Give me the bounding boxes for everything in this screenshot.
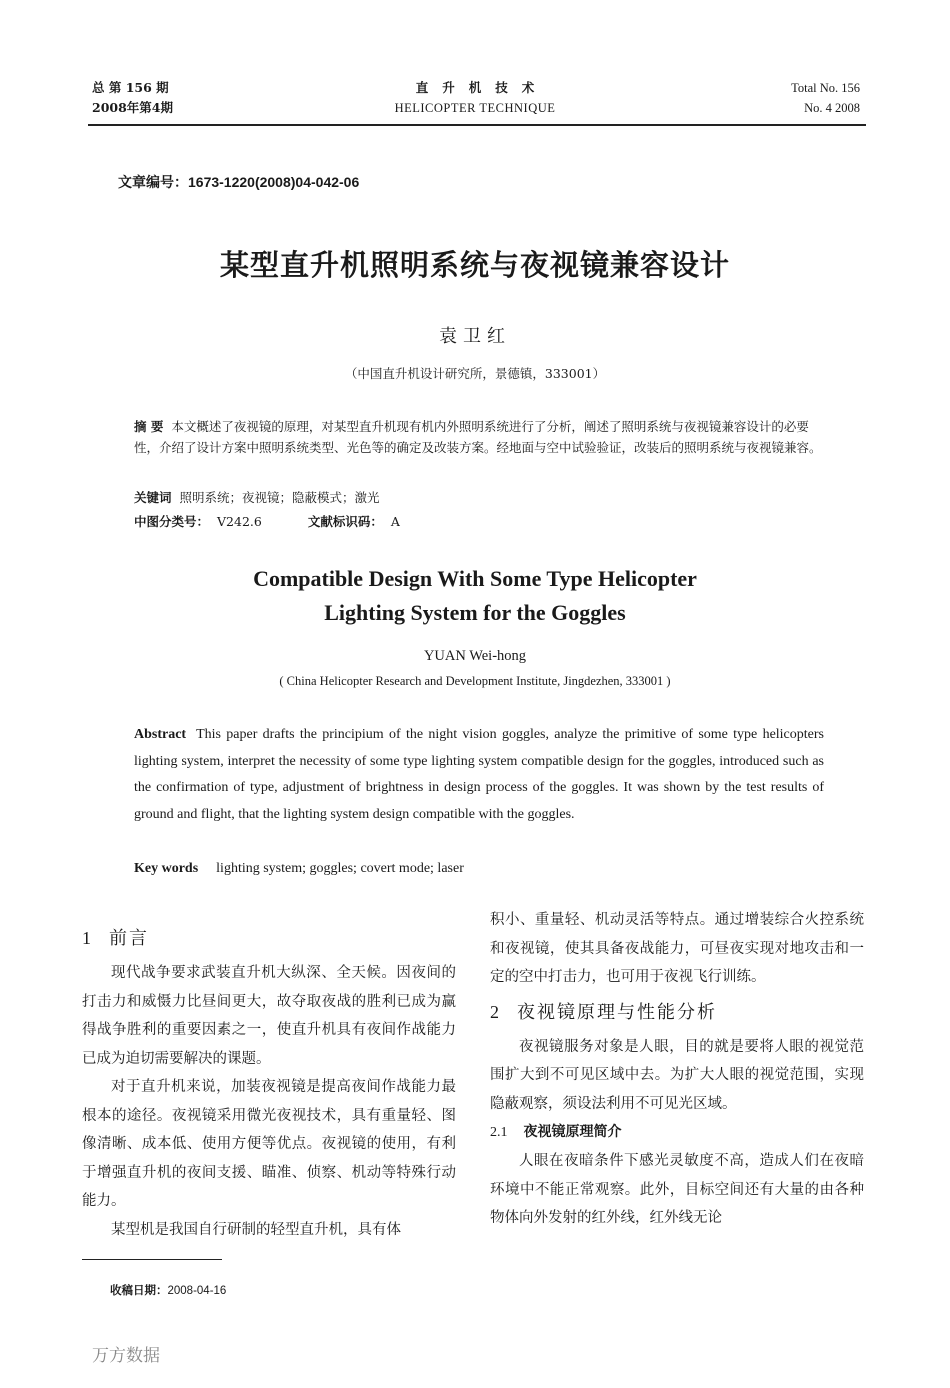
title-en (0, 562, 950, 630)
received-date (110, 1282, 226, 1298)
keywords-en-text: lighting system; goggles; covert mode; laser (216, 861, 464, 876)
doc-code-value: A (390, 514, 400, 529)
header-journal-name-en: HELICOPTER TECHNIQUE (394, 101, 556, 115)
clc-label: 中图分类号： (134, 514, 210, 529)
author-cn: 袁卫红 (439, 326, 511, 347)
wanfang-watermark: 万方数据 (92, 1346, 160, 1366)
article-number-value: 1673-1220(2008)04-042-06 (188, 174, 360, 190)
abstract-en-text: This paper drafts the principium of the night vision goggles, analyze the primitive of some type helicopters lighting system, interpret the necessity of some type lighting system compatible design for the goggles, introduced such as the confirmation of type, adjustment of brightness in design process of the goggles. It was shown by the test results of ground and flight, that the lighting system design compatible with the goggles. (134, 727, 824, 822)
footnote-divider (82, 1259, 222, 1260)
keywords-cn (134, 488, 380, 508)
keywords-en (134, 856, 464, 882)
abstract-en (134, 722, 824, 828)
section-1-paragraph-3-continued: 积小、重量轻、机动灵活等特点。通过增装综合火控系统和夜视镜，使其具备夜战能力，可昼夜实现对地攻击和一定的空中打击力，也可用于夜视飞行训练。 (490, 912, 864, 985)
section-1-number: 1 (82, 928, 91, 948)
abstract-cn (134, 416, 824, 458)
article-number-label: 文章编号： (118, 174, 188, 190)
title-cn: 某型直升机照明系统与夜视镜兼容设计 (219, 248, 730, 282)
subsection-2-1-heading (490, 1118, 864, 1147)
title-en-line2: Lighting System for the Goggles (324, 600, 626, 625)
section-1-paragraph-2: 对于直升机来说，加装夜视镜是提高夜间作战能力最根本的途径。夜视镜采用微光夜视技术，具有重量轻、图像清晰、成本低、使用方便等优点。夜视镜的使用，有利于增强直升机的夜间支援、瞄准、侦察、机动等特殊行动能力。 (82, 1079, 456, 1209)
classification-row (134, 512, 400, 532)
subsection-2-1-paragraph: 人眼在夜暗条件下感光灵敏度不高，造成人们在夜暗环境中不能正常观察。此外，目标空间还有大量的由各种物体向外发射的红外线，红外线无论 (490, 1153, 864, 1226)
section-1-paragraph-3: 某型机是我国自行研制的轻型直升机，具有体 (111, 1221, 401, 1238)
section-1-title: 前言 (109, 928, 149, 949)
author-en: YUAN Wei-hong (423, 648, 527, 664)
keywords-cn-label: 关键词 (134, 490, 172, 505)
header-issue-en (791, 78, 860, 118)
clc-value: V242.6 (217, 514, 262, 529)
header-year-issue-cn: 2008年第4期 (92, 100, 173, 115)
title-en-line1: Compatible Design With Some Type Helicopter (253, 566, 697, 591)
section-1-heading (82, 918, 456, 959)
keywords-en-label: Key words (134, 861, 199, 876)
body-column-right (490, 906, 864, 1233)
received-date-label: 收稿日期： (110, 1285, 168, 1297)
header-total-issue-en: Total No. 156 (791, 81, 860, 95)
affiliation-en: ( China Helicopter Research and Development Institute, Jingdezhen, 333001 ) (279, 674, 671, 688)
section-2-title: 夜视镜原理与性能分析 (517, 1001, 717, 1023)
received-date-value: 2008-04-16 (167, 1285, 227, 1297)
header-year-issue-en: No. 4 2008 (804, 101, 860, 115)
abstract-cn-text: 本文概述了夜视镜的原理，对某型直升机现有机内外照明系统进行了分析，阐述了照明系统与夜视镜兼容设计的必要性，介绍了设计方案中照明系统类型、光色等的确定及改装方案。经地面与空中试验验证，改装后的照明系统与夜视镜兼容。 (134, 419, 822, 455)
section-2-number: 2 (490, 1001, 499, 1022)
affiliation-cn: （中国直升机设计研究所，景德镇，333001） (344, 366, 606, 381)
article-number (118, 172, 359, 192)
section-1-paragraph-1: 现代战争要求武装直升机大纵深、全天候。因夜间的打击力和威慑力比昼间更大，故夺取夜战的胜利已成为赢得战争胜利的重要因素之一，使直升机具有夜间作战能力已成为迫切需要解决的课题。 (82, 965, 456, 1067)
doc-code-label: 文献标识码： (307, 514, 383, 529)
header-total-issue-cn: 总 第 156 期 (92, 80, 169, 95)
header-journal-name-cn: 直升机技术 (415, 80, 549, 95)
section-2-heading (490, 992, 864, 1033)
abstract-cn-label: 摘 要 (134, 419, 164, 434)
subsection-2-1-number: 2.1 (490, 1125, 508, 1140)
header-divider (88, 124, 866, 126)
keywords-cn-text: 照明系统；夜视镜；隐蔽模式；激光 (179, 490, 380, 505)
section-2-paragraph: 夜视镜服务对象是人眼，目的就是要将人眼的视觉范围扩大到不可见区域中去。为扩大人眼的视觉范围，实现隐蔽观察，须设法利用不可见光区域。 (490, 1038, 864, 1112)
subsection-2-1-title: 夜视镜原理简介 (523, 1124, 622, 1140)
body-column-left (82, 918, 456, 1244)
abstract-en-label: Abstract (134, 727, 187, 742)
